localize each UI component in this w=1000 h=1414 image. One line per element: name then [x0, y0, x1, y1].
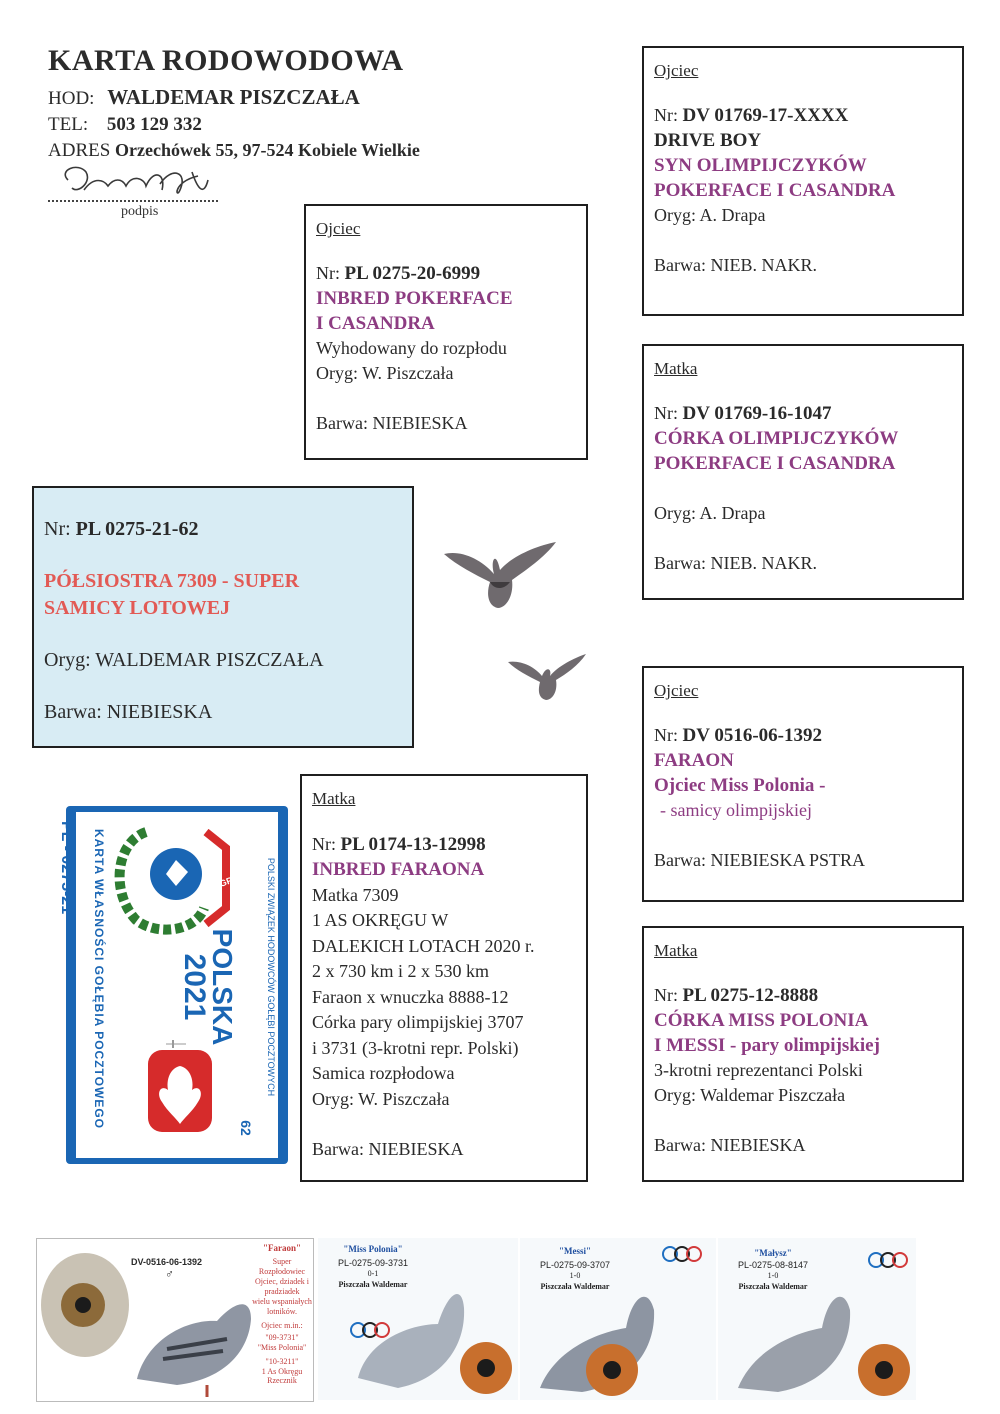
pgm-role: Matka	[654, 359, 698, 378]
main-barwa: Barwa: NIEBIESKA	[44, 701, 213, 723]
father-barwa: Barwa: NIEBIESKA	[316, 413, 468, 433]
mgf-barwa: Barwa: NIEBIESKA PSTRA	[654, 850, 865, 870]
main-bird-box	[32, 486, 414, 748]
main-number: Nr: PL 0275-21-62	[44, 518, 199, 540]
p4-score: 1-0	[767, 1271, 779, 1280]
maternal-grandmother-box	[642, 926, 964, 1182]
p1-caption-line: Rozpłodowiec	[258, 1267, 306, 1276]
mother-line: 1 AS OKRĘGU W	[312, 910, 449, 930]
pgm-desc-2: POKERFACE I CASANDRA	[654, 453, 896, 474]
p2-ring: PL-0275-09-3731	[337, 1258, 409, 1268]
p1-caption-line: pradziadek	[264, 1287, 300, 1296]
card-ring-number: 62	[238, 1120, 254, 1136]
adres-label: ADRES	[48, 140, 111, 161]
mgm-desc-2: I MESSI - pary olimpijskiej	[654, 1035, 880, 1056]
ownership-card	[58, 806, 288, 1164]
mgf-number: Nr: DV 0516-06-1392	[654, 725, 823, 746]
p1-caption-child: "Miss Polonia"	[257, 1343, 307, 1352]
p2-score: 0-1	[367, 1269, 379, 1278]
flying-pigeon-icon	[440, 540, 560, 612]
breeder-line	[48, 85, 360, 110]
page-title: KARTA RODOWODOWA	[48, 44, 404, 77]
father-box	[304, 204, 588, 460]
main-name-2: SAMICY LOTOWEJ	[44, 597, 231, 619]
pgm-barwa: Barwa: NIEB. NAKR.	[654, 553, 817, 573]
photo-malysz	[718, 1238, 916, 1400]
photo-miss-polonia	[318, 1238, 518, 1400]
maternal-grandfather-box	[642, 666, 964, 902]
mother-line: Matka 7309	[312, 884, 399, 905]
pgm-desc-1: CÓRKA OLIMPIJCZYKÓW	[654, 428, 899, 449]
p3-score: 1-0	[569, 1271, 581, 1280]
main-oryg: Oryg: WALDEMAR PISZCZAŁA	[44, 649, 324, 671]
hod-value: WALDEMAR PISZCZAŁA	[107, 85, 360, 109]
mgm-number: Nr: PL 0275-12-8888	[654, 985, 819, 1006]
pgf-desc-1: SYN OLIMPIJCZYKÓW	[654, 155, 867, 176]
card-ring-prefix: PL - 0275-21	[58, 821, 75, 915]
father-note: Wyhodowany do rozpłodu	[316, 338, 507, 358]
signature-area	[48, 160, 218, 220]
father-name-1: INBRED POKERFACE	[316, 288, 513, 309]
card-org: POLSKI ZWIĄZEK HODOWCÓW GOŁĘBI POCZTOWYCH	[266, 857, 276, 1097]
flying-pigeon-small-icon	[506, 652, 588, 702]
mgm-oryg: Oryg: Waldemar Piszczała	[654, 1085, 846, 1105]
adres-value: Orzechówek 55, 97-524 Kobiele Wielkie	[115, 140, 420, 160]
mother-box	[300, 774, 588, 1182]
father-oryg: Oryg: W. Piszczała	[316, 363, 454, 383]
p1-caption-ojciec: Ojciec m.in.:	[261, 1321, 303, 1330]
p1-caption-child: "09-3731"	[265, 1333, 299, 1342]
pgf-number: Nr: DV 01769-17-XXXX	[654, 105, 849, 126]
mgm-desc-1: CÓRKA MISS POLONIA	[654, 1010, 869, 1031]
p4-owner: Piszczała Waldemar	[738, 1282, 808, 1291]
pgf-role: Ojciec	[654, 61, 699, 80]
mgf-role: Ojciec	[654, 681, 699, 700]
mother-line: i 3731 (3-krotni repr. Polski)	[312, 1037, 519, 1058]
ownership-card-body	[58, 812, 278, 1158]
p1-caption-line: lotników.	[267, 1307, 297, 1316]
mgm-barwa: Barwa: NIEBIESKA	[654, 1135, 806, 1155]
father-role: Ojciec	[316, 219, 361, 238]
mgm-role: Matka	[654, 941, 698, 960]
card-title: KARTA WŁASNOŚCI GOŁĘBIA POCZTOWEGO	[92, 829, 106, 1129]
p4-ring: PL-0275-08-8147	[737, 1260, 809, 1270]
address-line	[48, 140, 420, 162]
pgm-number: Nr: DV 01769-16-1047	[654, 403, 832, 424]
mother-number: Nr: PL 0174-13-12998	[312, 833, 486, 855]
pgf-barwa: Barwa: NIEB. NAKR.	[654, 255, 817, 275]
tel-line	[48, 114, 202, 136]
hod-label: HOD:	[48, 88, 95, 109]
p3-ring: PL-0275-09-3707	[539, 1260, 611, 1270]
p1-caption-name: "Faraon"	[263, 1243, 301, 1253]
card-year: 2021	[178, 953, 211, 1021]
mother-line: 2 x 730 km i 2 x 530 km	[312, 961, 490, 981]
p1-ring: DV-0516-06-1392	[131, 1257, 203, 1267]
mother-line: Samica rozpłodowa	[312, 1063, 455, 1083]
pgf-oryg: Oryg: A. Drapa	[654, 205, 766, 225]
mgf-name: FARAON	[654, 750, 734, 771]
tel-value: 503 129 332	[106, 114, 202, 135]
main-name-1: PÓŁSIOSTRA 7309 - SUPER	[44, 570, 300, 592]
p1-caption-child: 1 As Okręgu Rzecznik	[261, 1367, 303, 1385]
p1-caption-line: Ojciec, dziadek i	[255, 1277, 309, 1286]
mother-line: DALEKICH LOTACH 2020 r.	[312, 935, 535, 956]
mother-line: Faraon x wnuczka 8888-12	[312, 986, 509, 1007]
p1-caption-line: Super	[272, 1257, 292, 1266]
signature-label: podpis	[121, 204, 159, 219]
p1-caption-line: wielu wspaniałych	[252, 1297, 312, 1306]
p3-name: "Messi"	[559, 1246, 591, 1256]
pgf-desc-2: POKERFACE I CASANDRA	[654, 180, 896, 201]
pgf-name: DRIVE BOY	[654, 130, 762, 151]
paternal-grandfather-box	[642, 46, 964, 316]
mgf-desc-1: Ojciec Miss Polonia -	[654, 775, 826, 796]
male-symbol-icon: ♂	[165, 1267, 174, 1281]
mother-role: Matka	[312, 789, 356, 808]
p1-caption-child: "10-3211"	[265, 1357, 299, 1366]
father-name-2: I CASANDRA	[316, 313, 435, 334]
p2-owner: Piszczała Waldemar	[338, 1280, 408, 1289]
pgm-oryg: Oryg: A. Drapa	[654, 503, 766, 523]
mother-name: INBRED FARAONA	[312, 859, 485, 880]
p3-owner: Piszczała Waldemar	[540, 1282, 610, 1291]
mgm-note: 3-krotni reprezentanci Polski	[654, 1060, 863, 1080]
father-number: Nr: PL 0275-20-6999	[316, 263, 481, 284]
card-logo-text: PZHGP	[201, 874, 234, 896]
mother-line: Oryg: W. Piszczała	[312, 1088, 450, 1109]
p2-name: "Miss Polonia"	[343, 1244, 403, 1254]
card-country: POLSKA	[207, 928, 238, 1046]
p4-name: "Małysz"	[754, 1248, 792, 1258]
mgf-desc-2: - samicy olimpijskiej	[660, 800, 812, 820]
mother-barwa: Barwa: NIEBIESKA	[312, 1139, 464, 1159]
tel-label: TEL:	[48, 114, 89, 135]
paternal-grandmother-box	[642, 344, 964, 600]
mother-line: Córka pary olimpijskiej 3707	[312, 1012, 524, 1032]
photo-messi	[520, 1238, 716, 1400]
signature	[48, 160, 218, 204]
photo-faraon	[36, 1238, 314, 1402]
signature-line	[48, 200, 218, 202]
